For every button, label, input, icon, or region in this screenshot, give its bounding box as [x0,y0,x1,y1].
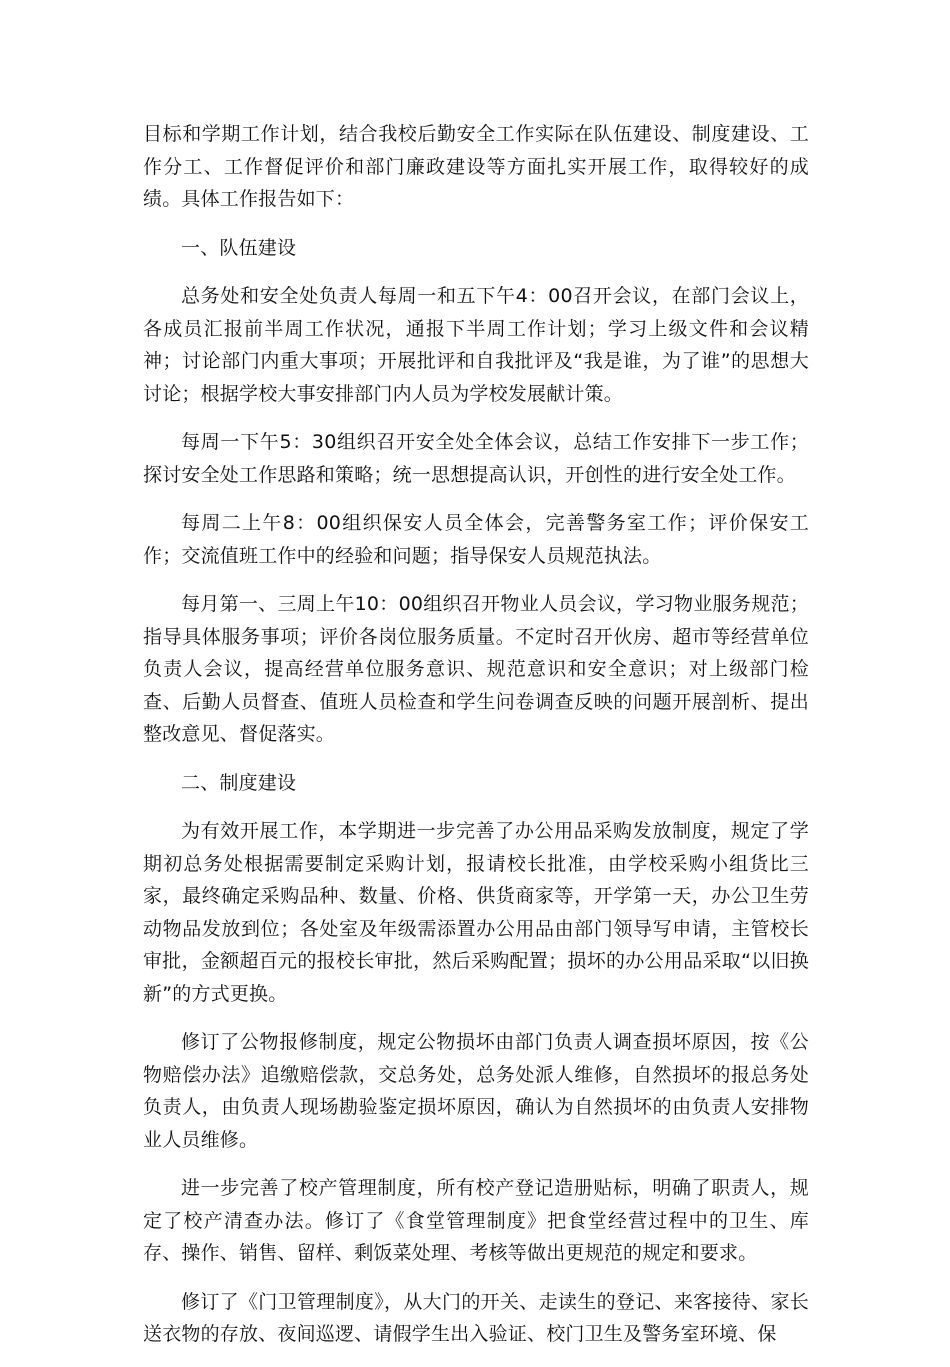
paragraph-guard-meeting: 每周二上午8：00组织保安人员全体会，完善警务室工作；评价保安工作；交流值班工作中的经验和问题；指导保安人员规范执法。 [143,512,809,567]
section-heading-team-building: 一、队伍建设 [181,236,297,259]
section-heading-system-building: 二、制度建设 [181,771,297,794]
document-body [143,118,809,1367]
paragraph-gate-management: 修订了《门卫管理制度》，从大门的开关、走读生的登记、来客接待、家长送衣物的存放、夜间巡逻、请假学生出入验证、校门卫生及警务室环境、保 [143,1290,809,1345]
paragraph-asset-management: 进一步完善了校产管理制度，所有校产登记造册贴标，明确了职责人，规定了校产清查办法。修订了《食堂管理制度》把食堂经营过程中的卫生、库存、操作、销售、留样、剩饭菜处理、考核等做出更规范的规定和要求。 [143,1177,809,1264]
paragraph-security-meeting: 每周一下午5：30组织召开安全处全体会议，总结工作安排下一步工作；探讨安全处工作思路和策略；统一思想提高认识，开创性的进行安全处工作。 [143,431,809,486]
paragraph-weekly-leader-meeting: 总务处和安全处负责人每周一和五下午4：00召开会议，在部门会议上，各成员汇报前半周工作状况，通报下半周工作计划；学习上级文件和会议精神；讨论部门内重大事项；开展批评和自我批评及“我是谁，为了谁”的思想大讨论；根据学校大事安排部门内人员为学校发展献计策。 [143,285,809,405]
paragraph-repair-system: 修订了公物报修制度，规定公物损坏由部门负责人调查损坏原因，按《公物赔偿办法》追缴赔偿款，交总务处，总务处派人维修，自然损坏的报总务处负责人，由负责人现场勘验鉴定损坏原因，确认为自然损坏的由负责人安排物业人员维修。 [143,1031,809,1151]
intro-paragraph: 目标和学期工作计划，结合我校后勤安全工作实际在队伍建设、制度建设、工作分工、工作督促评价和部门廉政建设等方面扎实开展工作，取得较好的成绩。具体工作报告如下： [143,123,809,210]
paragraph-property-meeting: 每月第一、三周上午10：00组织召开物业人员会议，学习物业服务规范；指导具体服务事项；评价各岗位服务质量。不定时召开伙房、超市等经营单位负责人会议，提高经营单位服务意识、规范意识和安全意识；对上级部门检查、后勤人员督查、值班人员检查和学生问卷调查反映的问题开展剖析、提出整改意见、督促落实。 [143,593,809,745]
paragraph-office-supplies: 为有效开展工作，本学期进一步完善了办公用品采购发放制度，规定了学期初总务处根据需要制定采购计划，报请校长批准，由学校采购小组货比三家，最终确定采购品种、数量、价格、供货商家等，开学第一天，办公卫生劳动物品发放到位；各处室及年级需添置办公用品由部门领导写申请，主管校长审批，金额超百元的报校长审批，然后采购配置；损坏的办公用品采取“以旧换新”的方式更换。 [143,820,809,1005]
